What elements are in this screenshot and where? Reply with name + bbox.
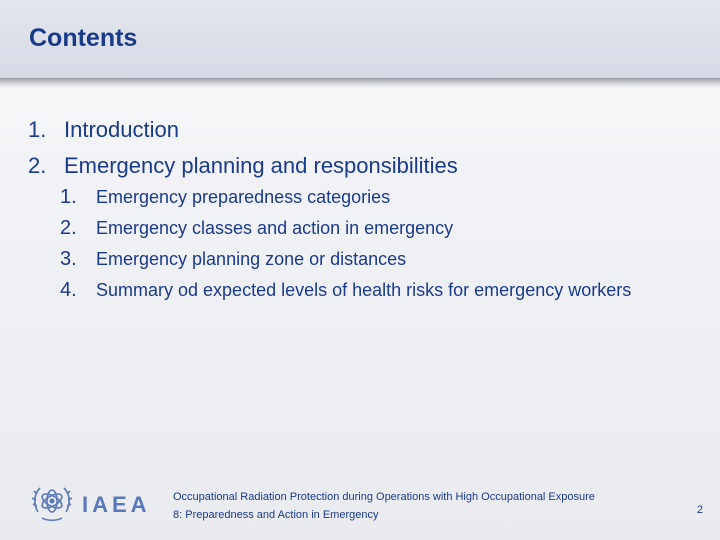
sub-list-item-number: 4. <box>60 279 77 301</box>
sub-list-item-text: Emergency planning zone or distances <box>96 249 407 269</box>
sub-list-item-number: 1. <box>60 186 77 208</box>
list-item <box>28 112 458 148</box>
un-emblem-icon <box>28 478 76 531</box>
page-title: Contents <box>29 24 138 52</box>
list-item <box>28 148 458 184</box>
sub-list-item <box>60 216 660 241</box>
footer-line-2: 8: Preparedness and Action in Emergency <box>173 509 379 521</box>
header-divider <box>0 78 720 88</box>
footer-caption <box>173 488 653 524</box>
contents-list <box>28 112 458 184</box>
page-number: 2 <box>696 504 703 516</box>
sub-contents-list <box>60 185 660 309</box>
list-item-text: Emergency planning and responsibilities <box>64 153 458 178</box>
list-item-number: 1. <box>28 117 47 142</box>
sub-list-item-text: Emergency preparedness categories <box>96 187 391 207</box>
footer-line-1: Occupational Radiation Protection during Operations with High Occupational Exposure <box>173 491 595 503</box>
sub-list-item <box>60 185 660 210</box>
sub-list-item-text: Emergency classes and action in emergency <box>96 218 454 238</box>
sub-list-item <box>60 278 660 303</box>
iaea-logo <box>28 478 151 531</box>
sub-list-item-number: 2. <box>60 217 77 239</box>
sub-list-item-number: 3. <box>60 248 77 270</box>
sub-list-item-text: Summary od expected levels of health risks for emergency workers <box>96 280 632 300</box>
list-item-number: 2. <box>28 153 47 178</box>
logo-text: IAEA <box>82 491 151 517</box>
sub-list-item <box>60 247 660 272</box>
list-item-text: Introduction <box>64 117 179 142</box>
